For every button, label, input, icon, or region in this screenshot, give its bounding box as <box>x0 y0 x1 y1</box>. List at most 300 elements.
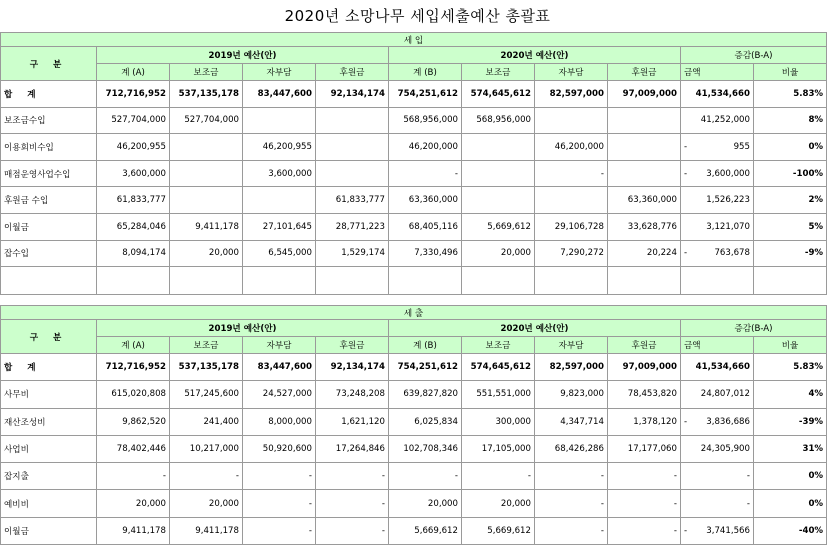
empty-cell <box>535 267 608 295</box>
income-band-title: 세 입 <box>1 33 827 47</box>
income-total-cell: 5.83% <box>754 81 827 108</box>
income-subheader: 후원금 <box>608 64 681 81</box>
expense-cell-value: 102,708,346 <box>403 444 458 455</box>
income-table <box>0 32 827 295</box>
income-row-cell <box>243 134 316 161</box>
expense-subheader: 자부담 <box>243 337 316 354</box>
income-row-cell <box>316 240 389 267</box>
income-row-cell <box>389 213 462 240</box>
expense-total-row <box>1 354 827 381</box>
income-row-cell <box>243 213 316 240</box>
expense-row-label: 잡지출 <box>1 463 97 490</box>
income-cell-value: 3,600,000 <box>268 168 312 179</box>
income-row-cell <box>754 107 827 134</box>
expense-cell-value: - <box>600 471 604 482</box>
income-cell-value: 9,411,178 <box>195 221 239 232</box>
expense-cell-value: - <box>381 525 385 536</box>
expense-row-cell <box>243 517 316 544</box>
income-row-cell <box>243 107 316 134</box>
income-row-cell <box>243 240 316 267</box>
expense-cell-value: 9,823,000 <box>560 389 604 400</box>
expense-row-cell <box>170 463 243 490</box>
expense-row-cell <box>97 408 170 435</box>
negative-marker: - <box>684 248 688 259</box>
expense-row-cell <box>97 490 170 517</box>
income-cell-value: 527,704,000 <box>184 115 239 126</box>
negative-marker: - <box>684 416 688 427</box>
expense-row <box>1 381 827 408</box>
expense-cell-value: 4% <box>808 389 824 400</box>
expense-cell-value: -39% <box>798 416 824 427</box>
income-cell-value: 33,628,776 <box>627 221 677 232</box>
expense-row-cell <box>608 435 681 462</box>
income-row <box>1 107 827 134</box>
income-subheader: 계 (A) <box>97 64 170 81</box>
expense-cell-value: 17,105,000 <box>481 444 531 455</box>
income-subheader-row <box>1 64 827 81</box>
expense-row-label: 예비비 <box>1 490 97 517</box>
expense-row <box>1 408 827 435</box>
expense-row-cell <box>462 490 535 517</box>
income-row-cell <box>389 187 462 214</box>
expense-cell-value: 5,669,612 <box>487 525 531 536</box>
income-cell-value: - <box>454 168 458 179</box>
expense-row-cell <box>608 463 681 490</box>
expense-group-label: 구 분 <box>1 320 97 354</box>
expense-subheader: 계 (B) <box>389 337 462 354</box>
income-row-cell <box>170 213 243 240</box>
income-row-label: 매점운영사업수입 <box>1 160 97 187</box>
expense-row-cell <box>754 463 827 490</box>
expense-row-cell <box>97 463 170 490</box>
income-subheader: 보조금 <box>462 64 535 81</box>
empty-cell <box>97 267 170 295</box>
expense-cell-value: 5,669,612 <box>414 525 458 536</box>
expense-row-cell <box>535 517 608 544</box>
negative-marker: - <box>684 525 688 536</box>
income-cell-value: 29,106,728 <box>554 221 604 232</box>
income-cell-value: -100% <box>792 168 824 179</box>
income-cell-value: 955 <box>733 141 750 152</box>
income-row-cell <box>97 240 170 267</box>
income-row-cell <box>97 160 170 187</box>
expense-cell-value: - <box>381 498 385 509</box>
expense-cell-value: 20,000 <box>500 498 531 509</box>
expense-row-cell <box>754 435 827 462</box>
income-row-cell <box>535 107 608 134</box>
expense-cell-value: 3,836,686 <box>706 416 750 427</box>
income-row-cell <box>754 160 827 187</box>
expense-cell-value: 6,025,834 <box>414 416 458 427</box>
expense-row-cell <box>754 408 827 435</box>
expense-cell-value: - <box>600 525 604 536</box>
negative-marker: - <box>684 141 688 152</box>
expense-cell-value: 1,621,120 <box>341 416 385 427</box>
income-row-cell <box>389 160 462 187</box>
income-row-cell <box>170 134 243 161</box>
income-row <box>1 187 827 214</box>
expense-cell-value: - <box>673 498 677 509</box>
income-cell-value: 68,405,116 <box>408 221 458 232</box>
expense-row-cell <box>462 463 535 490</box>
income-total-cell: 83,447,600 <box>243 81 316 108</box>
income-row-cell <box>608 134 681 161</box>
income-subheader: 자부담 <box>243 64 316 81</box>
expense-row-cell <box>681 408 754 435</box>
expense-row-cell <box>316 463 389 490</box>
income-cell-value: 568,956,000 <box>403 115 458 126</box>
expense-row-cell <box>316 435 389 462</box>
income-row-cell <box>243 187 316 214</box>
income-cell-value: 3,600,000 <box>706 168 750 179</box>
income-total-cell: 41,534,660 <box>681 81 754 108</box>
expense-row-cell <box>97 381 170 408</box>
income-row <box>1 240 827 267</box>
income-row-cell <box>608 107 681 134</box>
expense-row-cell <box>462 435 535 462</box>
expense-row-cell <box>754 490 827 517</box>
income-row-cell <box>681 187 754 214</box>
expense-row-cell <box>535 463 608 490</box>
income-row-cell <box>462 160 535 187</box>
income-row-cell <box>754 134 827 161</box>
expense-cell-value: 68,426,286 <box>554 444 604 455</box>
expense-row-cell <box>243 490 316 517</box>
expense-row-cell <box>681 490 754 517</box>
expense-cell-value: 20,000 <box>208 498 239 509</box>
expense-row-label: 재산조성비 <box>1 408 97 435</box>
income-cell-value: 28,771,223 <box>335 221 385 232</box>
income-row-cell <box>535 134 608 161</box>
income-cell-value: 0% <box>808 141 824 152</box>
expense-row-cell <box>389 463 462 490</box>
income-cell-value: 27,101,645 <box>262 221 312 232</box>
expense-cell-value: 73,248,208 <box>335 389 385 400</box>
expense-cell-value: 50,920,600 <box>262 444 312 455</box>
expense-header-row <box>1 320 827 337</box>
expense-row-cell <box>608 517 681 544</box>
expense-row <box>1 517 827 544</box>
income-row-cell <box>462 187 535 214</box>
expense-row-cell <box>316 408 389 435</box>
expense-row-cell <box>535 381 608 408</box>
expense-band-title: 세 출 <box>1 306 827 320</box>
income-row-cell <box>170 187 243 214</box>
empty-cell <box>243 267 316 295</box>
income-cell-value: -9% <box>804 248 824 259</box>
expense-row-cell <box>97 517 170 544</box>
expense-subheader: 후원금 <box>316 337 389 354</box>
income-row-cell <box>316 134 389 161</box>
expense-cell-value: - <box>308 498 312 509</box>
expense-row-label: 사업비 <box>1 435 97 462</box>
expense-cell-value: 241,400 <box>203 416 239 427</box>
expense-total-cell: 754,251,612 <box>389 354 462 381</box>
expense-cell-value: 639,827,820 <box>403 389 458 400</box>
expense-row-cell <box>608 408 681 435</box>
expense-cell-value: - <box>746 498 750 509</box>
expense-cell-value: - <box>527 471 531 482</box>
expense-cell-value: 9,411,178 <box>122 525 166 536</box>
expense-total-cell: 574,645,612 <box>462 354 535 381</box>
income-row-cell <box>97 134 170 161</box>
expense-cell-value: - <box>600 498 604 509</box>
empty-cell <box>389 267 462 295</box>
expense-cell-value: 17,177,060 <box>627 444 677 455</box>
income-year2-header: 2020년 예산(안) <box>389 47 681 64</box>
income-cell-value: 46,200,955 <box>262 141 312 152</box>
expense-cell-value: 551,551,000 <box>476 389 531 400</box>
expense-cell-value: -40% <box>798 525 824 536</box>
expense-cell-value: 615,020,808 <box>111 389 166 400</box>
expense-row-cell <box>243 435 316 462</box>
expense-row-label: 이월금 <box>1 517 97 544</box>
expense-cell-value: - <box>308 525 312 536</box>
expense-cell-value: 10,217,000 <box>189 444 239 455</box>
expense-total-cell: 83,447,600 <box>243 354 316 381</box>
income-subheader: 계 (B) <box>389 64 462 81</box>
expense-cell-value: 0% <box>808 471 824 482</box>
expense-cell-value: 24,527,000 <box>262 389 312 400</box>
income-total-cell: 97,009,000 <box>608 81 681 108</box>
expense-cell-value: - <box>746 471 750 482</box>
income-row-cell <box>97 107 170 134</box>
income-row <box>1 213 827 240</box>
expense-row-cell <box>754 381 827 408</box>
income-total-label: 합 계 <box>1 81 97 108</box>
expense-cell-value: 31% <box>802 444 824 455</box>
income-cell-value: 8,094,174 <box>122 248 166 259</box>
income-cell-value: 8% <box>808 115 824 126</box>
expense-row-cell <box>535 490 608 517</box>
income-row-cell <box>170 107 243 134</box>
income-row-cell <box>97 213 170 240</box>
expense-cell-value: 9,862,520 <box>122 416 166 427</box>
income-row-cell <box>316 187 389 214</box>
expense-cell-value: - <box>162 471 166 482</box>
page-title: 2020년 소망나무 세입세출예산 총괄표 <box>284 7 551 25</box>
expense-cell-value: 300,000 <box>495 416 531 427</box>
income-row-cell <box>170 240 243 267</box>
income-cell-value: 2% <box>808 195 824 206</box>
income-cell-value: 61,833,777 <box>335 195 385 206</box>
income-row-cell <box>389 134 462 161</box>
income-cell-value: 63,360,000 <box>408 195 458 206</box>
income-row-cell <box>535 187 608 214</box>
expense-cell-value: - <box>673 525 677 536</box>
expense-cell-value: 517,245,600 <box>184 389 239 400</box>
income-row-cell <box>535 160 608 187</box>
expense-row-cell <box>243 381 316 408</box>
empty-cell <box>1 267 97 295</box>
expense-row-cell <box>243 408 316 435</box>
expense-row-cell <box>316 490 389 517</box>
expense-subheader: 계 (A) <box>97 337 170 354</box>
income-cell-value: 1,526,223 <box>706 195 750 206</box>
expense-diff-header: 증감(B-A) <box>681 320 827 337</box>
expense-subheader: 후원금 <box>608 337 681 354</box>
expense-cell-value: - <box>381 471 385 482</box>
income-row-cell <box>754 240 827 267</box>
income-cell-value: 20,224 <box>646 248 677 259</box>
expense-cell-value: 24,305,900 <box>700 444 750 455</box>
expense-subheader: 자부담 <box>535 337 608 354</box>
income-cell-value: 5% <box>808 221 824 232</box>
expense-cell-value: 4,347,714 <box>560 416 604 427</box>
expense-cell-value: 20,000 <box>135 498 166 509</box>
income-subheader: 자부담 <box>535 64 608 81</box>
income-subheader: 후원금 <box>316 64 389 81</box>
expense-row-cell <box>462 517 535 544</box>
income-cell-value: 3,600,000 <box>122 168 166 179</box>
expense-row-cell <box>608 490 681 517</box>
income-row-cell <box>608 160 681 187</box>
income-spacer-row <box>1 267 827 295</box>
income-total-cell: 92,134,174 <box>316 81 389 108</box>
expense-subheader-row <box>1 337 827 354</box>
expense-row-cell <box>97 435 170 462</box>
expense-row-cell <box>316 517 389 544</box>
expense-row-cell <box>389 490 462 517</box>
income-subheader: 금액 <box>681 64 754 81</box>
income-cell-value: 7,290,272 <box>560 248 604 259</box>
income-row-cell <box>316 160 389 187</box>
empty-cell <box>316 267 389 295</box>
expense-total-cell: 5.83% <box>754 354 827 381</box>
income-total-cell: 754,251,612 <box>389 81 462 108</box>
expense-row <box>1 435 827 462</box>
expense-row-cell <box>243 463 316 490</box>
empty-cell <box>608 267 681 295</box>
expense-row-cell <box>535 408 608 435</box>
empty-cell <box>170 267 243 295</box>
income-row-cell <box>681 107 754 134</box>
income-cell-value: 46,200,955 <box>116 141 166 152</box>
income-cell-value: 46,200,000 <box>408 141 458 152</box>
income-row-cell <box>608 187 681 214</box>
expense-total-cell: 82,597,000 <box>535 354 608 381</box>
income-cell-value: 61,833,777 <box>116 195 166 206</box>
expense-row-cell <box>681 463 754 490</box>
expense-cell-value: 1,378,120 <box>633 416 677 427</box>
expense-table <box>0 305 827 545</box>
negative-marker: - <box>684 168 688 179</box>
expense-row-cell <box>389 381 462 408</box>
expense-row <box>1 463 827 490</box>
income-subheader: 보조금 <box>170 64 243 81</box>
income-row-cell <box>608 240 681 267</box>
expense-row-cell <box>170 490 243 517</box>
expense-row <box>1 490 827 517</box>
expense-year2-header: 2020년 예산(안) <box>389 320 681 337</box>
expense-row-cell <box>608 381 681 408</box>
income-row-cell <box>316 107 389 134</box>
expense-cell-value: 20,000 <box>427 498 458 509</box>
expense-cell-value: 0% <box>808 498 824 509</box>
expense-row-cell <box>681 381 754 408</box>
income-row <box>1 134 827 161</box>
expense-row-cell <box>681 435 754 462</box>
expense-subheader: 보조금 <box>170 337 243 354</box>
expense-total-cell: 97,009,000 <box>608 354 681 381</box>
income-row-cell <box>462 107 535 134</box>
income-row-label: 잡수입 <box>1 240 97 267</box>
expense-row-cell <box>754 517 827 544</box>
income-cell-value: 41,252,000 <box>700 115 750 126</box>
income-subheader: 비율 <box>754 64 827 81</box>
expense-band-row <box>1 306 827 320</box>
income-row <box>1 160 827 187</box>
income-row-label: 보조금수입 <box>1 107 97 134</box>
income-cell-value: 20,000 <box>500 248 531 259</box>
income-row-cell <box>462 213 535 240</box>
income-row-cell <box>681 160 754 187</box>
income-row-cell <box>535 213 608 240</box>
income-row-label: 후원금 수입 <box>1 187 97 214</box>
income-row-cell <box>316 213 389 240</box>
expense-cell-value: 3,741,566 <box>706 525 750 536</box>
income-row-cell <box>754 213 827 240</box>
income-total-cell: 574,645,612 <box>462 81 535 108</box>
expense-cell-value: 78,453,820 <box>627 389 677 400</box>
income-row-label: 이월금 <box>1 213 97 240</box>
expense-cell-value: 9,411,178 <box>195 525 239 536</box>
income-total-row <box>1 81 827 108</box>
expense-row-cell <box>681 517 754 544</box>
expense-row-cell <box>170 381 243 408</box>
income-cell-value: 63,360,000 <box>627 195 677 206</box>
expense-row-cell <box>389 435 462 462</box>
income-row-cell <box>681 213 754 240</box>
income-cell-value: 5,669,612 <box>487 221 531 232</box>
expense-cell-value: 24,807,012 <box>700 389 750 400</box>
expense-total-cell: 92,134,174 <box>316 354 389 381</box>
expense-row-cell <box>170 517 243 544</box>
income-row-cell <box>170 160 243 187</box>
income-row-cell <box>243 160 316 187</box>
income-diff-header: 증감(B-A) <box>681 47 827 64</box>
expense-total-cell: 41,534,660 <box>681 354 754 381</box>
income-header-row <box>1 47 827 64</box>
income-row-cell <box>608 213 681 240</box>
income-row-cell <box>754 187 827 214</box>
income-row-cell <box>462 134 535 161</box>
expense-row-cell <box>316 381 389 408</box>
income-group-label: 구 분 <box>1 47 97 81</box>
expense-row-cell <box>462 408 535 435</box>
income-cell-value: 527,704,000 <box>111 115 166 126</box>
expense-year1-header: 2019년 예산(안) <box>97 320 389 337</box>
expense-row-cell <box>535 435 608 462</box>
empty-cell <box>462 267 535 295</box>
expense-cell-value: - <box>235 471 239 482</box>
expense-row-cell <box>170 435 243 462</box>
expense-total-label: 합 계 <box>1 354 97 381</box>
income-cell-value: 7,330,496 <box>414 248 458 259</box>
income-cell-value: 6,545,000 <box>268 248 312 259</box>
income-total-cell: 82,597,000 <box>535 81 608 108</box>
expense-subheader: 보조금 <box>462 337 535 354</box>
income-cell-value: 46,200,000 <box>554 141 604 152</box>
income-band-row <box>1 33 827 47</box>
expense-cell-value: - <box>673 471 677 482</box>
expense-row-cell <box>389 517 462 544</box>
income-row-cell <box>462 240 535 267</box>
income-row-cell <box>389 107 462 134</box>
expense-cell-value: 78,402,446 <box>116 444 166 455</box>
income-cell-value: 763,678 <box>714 248 750 259</box>
income-row-cell <box>97 187 170 214</box>
